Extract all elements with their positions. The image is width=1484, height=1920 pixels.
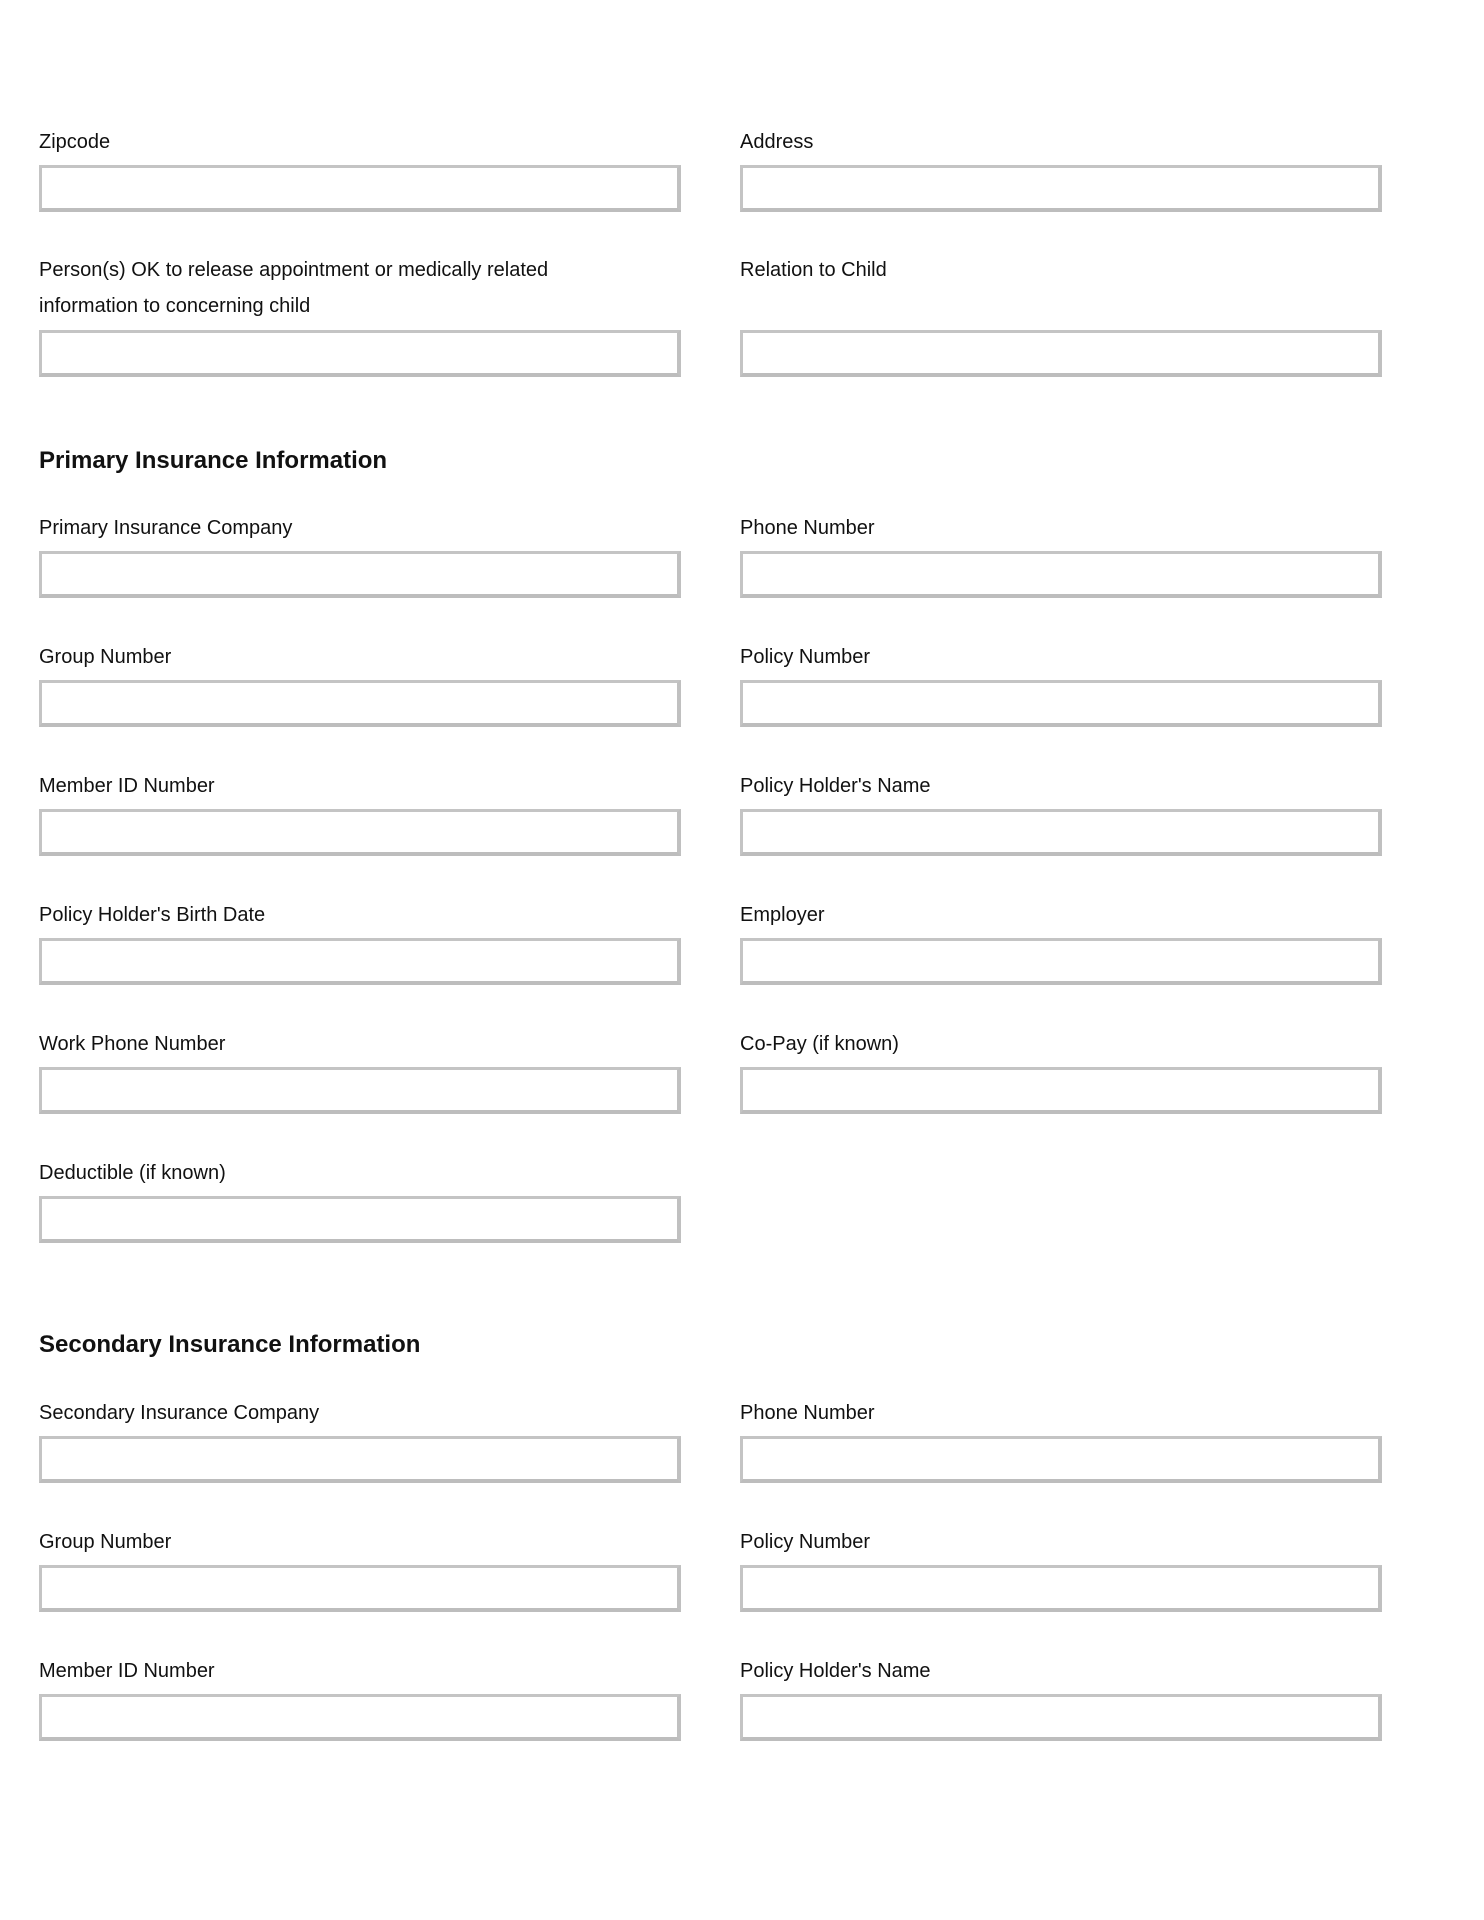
secondary-member-id-label: Member ID Number (39, 1660, 215, 1682)
primary-policy-holder-birth-date-label: Policy Holder's Birth Date (39, 904, 266, 926)
primary-deductible-input[interactable] (39, 1196, 681, 1243)
primary-group-number-input[interactable] (39, 680, 681, 727)
address-input[interactable] (740, 165, 1382, 212)
secondary-policy-holder-name-input[interactable] (740, 1694, 1382, 1741)
primary-policy-holder-name-label: Policy Holder's Name (740, 775, 931, 797)
primary-policy-holder-name-input[interactable] (740, 809, 1382, 856)
primary-copay-label: Co-Pay (if known) (740, 1033, 899, 1055)
zipcode-input[interactable] (39, 165, 681, 212)
primary-policy-number-label: Policy Number (740, 646, 871, 668)
primary-work-phone-input[interactable] (39, 1067, 681, 1114)
release-persons-label-line1: Person(s) OK to release appointment or medically related (39, 259, 549, 281)
release-persons-label-line2: information to concerning child (39, 295, 311, 317)
relation-to-child-input[interactable] (740, 330, 1382, 377)
secondary-policy-number-label: Policy Number (740, 1531, 871, 1553)
primary-employer-label: Employer (740, 904, 825, 926)
secondary-group-number-label: Group Number (39, 1531, 172, 1553)
secondary-policy-number-input[interactable] (740, 1565, 1382, 1612)
primary-policy-holder-birth-date-input[interactable] (39, 938, 681, 985)
primary-member-id-label: Member ID Number (39, 775, 215, 797)
primary-insurance-company-input[interactable] (39, 551, 681, 598)
primary-employer-input[interactable] (740, 938, 1382, 985)
secondary-group-number-input[interactable] (39, 1565, 681, 1612)
primary-member-id-input[interactable] (39, 809, 681, 856)
relation-to-child-label: Relation to Child (740, 259, 887, 281)
primary-insurance-heading: Primary Insurance Information (39, 447, 388, 474)
primary-insurance-company-label: Primary Insurance Company (39, 517, 293, 539)
secondary-member-id-input[interactable] (39, 1694, 681, 1741)
secondary-policy-holder-name-label: Policy Holder's Name (740, 1660, 931, 1682)
primary-phone-number-label: Phone Number (740, 517, 875, 539)
secondary-insurance-heading: Secondary Insurance Information (39, 1331, 421, 1358)
address-label: Address (740, 131, 814, 153)
secondary-insurance-company-input[interactable] (39, 1436, 681, 1483)
primary-group-number-label: Group Number (39, 646, 172, 668)
primary-copay-input[interactable] (740, 1067, 1382, 1114)
secondary-insurance-company-label: Secondary Insurance Company (39, 1402, 320, 1424)
primary-policy-number-input[interactable] (740, 680, 1382, 727)
secondary-phone-number-label: Phone Number (740, 1402, 875, 1424)
release-persons-input[interactable] (39, 330, 681, 377)
secondary-phone-number-input[interactable] (740, 1436, 1382, 1483)
primary-phone-number-input[interactable] (740, 551, 1382, 598)
primary-work-phone-label: Work Phone Number (39, 1033, 226, 1055)
zipcode-label: Zipcode (39, 131, 111, 153)
primary-deductible-label: Deductible (if known) (39, 1162, 226, 1184)
